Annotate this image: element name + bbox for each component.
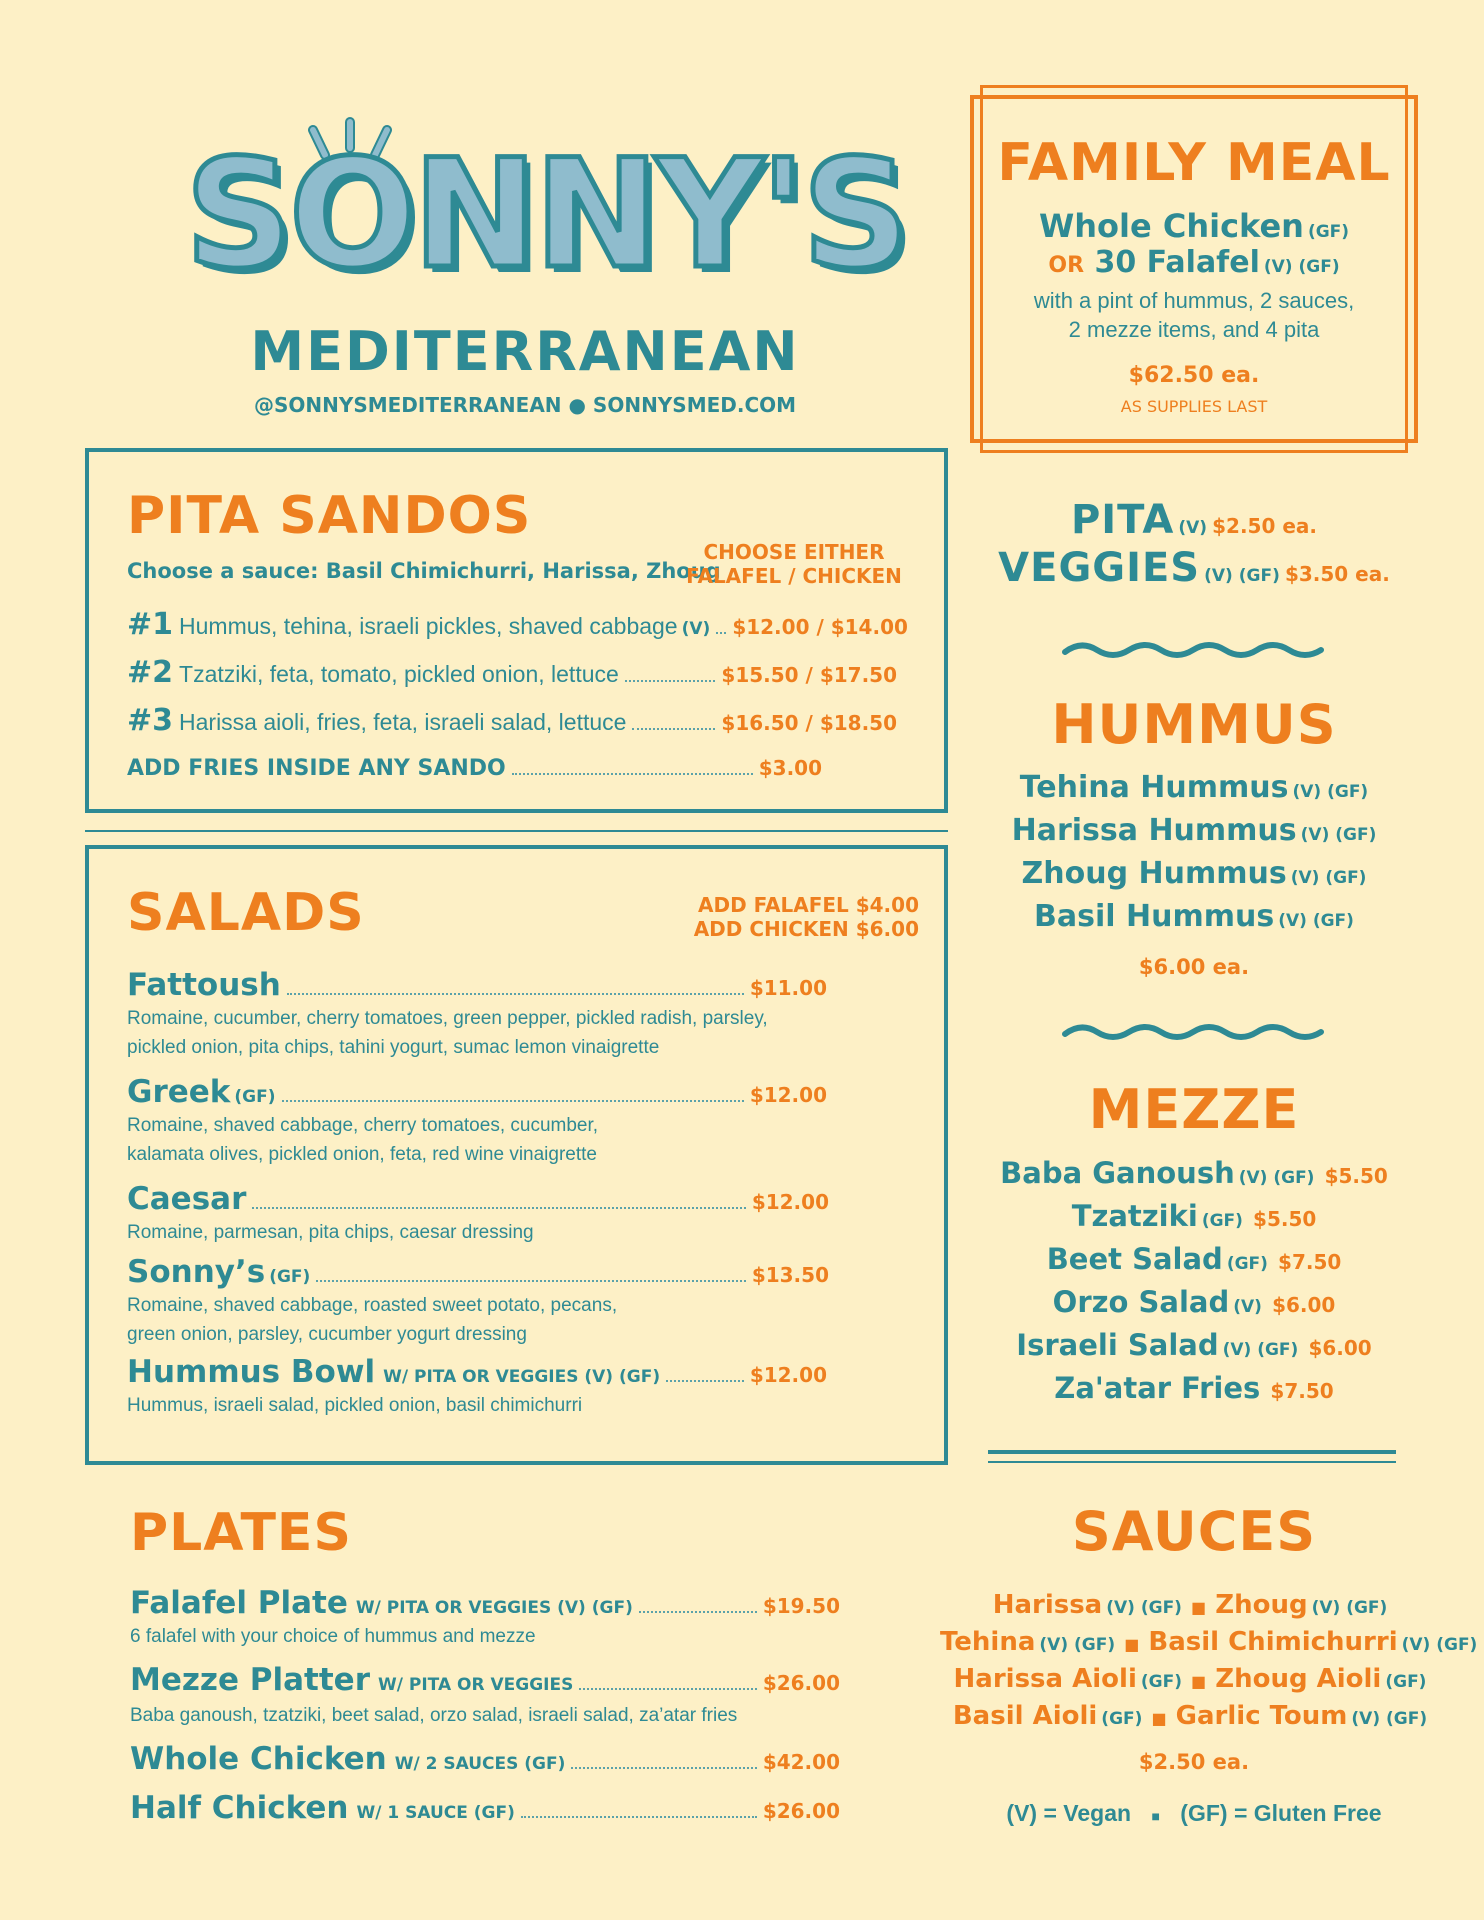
- hummus-item: [970, 813, 1418, 848]
- double-rule: [988, 1450, 1396, 1454]
- hummus-item: [970, 856, 1418, 891]
- salad-name: Fattoush: [127, 967, 281, 1003]
- sando-number: #2: [127, 655, 174, 690]
- sando-row-1: [127, 607, 908, 642]
- salad-price: $13.50: [751, 1263, 829, 1287]
- plate-tag: W/ PITA OR VEGGIES: [378, 1675, 574, 1695]
- sauce-name: Basil Chimichurri: [1148, 1627, 1398, 1657]
- mezze-name: Za'atar Fries: [1054, 1371, 1261, 1405]
- wave-divider: [1062, 638, 1324, 662]
- salad-desc: Romaine, parmesan, pita chips, caesar dressing: [127, 1222, 534, 1243]
- add-chicken: ADD CHICKEN $6.00: [693, 917, 919, 941]
- salad-price: $12.00: [749, 1083, 827, 1107]
- mezze-tag: (V): [1233, 1297, 1262, 1317]
- salad-item-sonnys: [127, 1254, 829, 1290]
- salad-name: Caesar: [127, 1181, 247, 1217]
- mezze-price: $5.50: [1253, 1207, 1317, 1231]
- brand-contact: [200, 393, 850, 417]
- add-falafel: ADD FALAFEL $4.00: [697, 893, 919, 917]
- hummus-name: Zhoug Hummus: [1021, 856, 1287, 891]
- salad-tag: W/ PITA OR VEGGIES (V) (GF): [383, 1367, 661, 1387]
- website-link[interactable]: SONNYSMED.COM: [592, 393, 797, 417]
- sando-ingredients: Harissa aioli, fries, feta, israeli salad, lettuce: [179, 709, 627, 735]
- sauce-tag: (GF): [1140, 1672, 1182, 1692]
- sando-number: #1: [127, 607, 174, 642]
- sauce-tag: (V) (GF): [1106, 1598, 1182, 1618]
- leader-dots: [252, 1207, 745, 1209]
- plate-name: Half Chicken: [130, 1790, 349, 1826]
- plate-name: Mezze Platter: [130, 1662, 370, 1698]
- leader-dots: [625, 680, 716, 682]
- mezze-item: [970, 1156, 1418, 1190]
- hummus-name: Harissa Hummus: [1011, 813, 1297, 848]
- hummus-tag: (V) (GF): [1278, 911, 1354, 931]
- sando-price: $12.00 / $14.00: [732, 615, 908, 639]
- add-fries-row: [127, 756, 822, 781]
- sauce-name: Harissa: [992, 1590, 1103, 1620]
- salad-item-caesar: [127, 1181, 829, 1217]
- salads-box: [85, 845, 948, 1465]
- salad-desc: Romaine, shaved cabbage, cherry tomatoes, cucumber,: [127, 1115, 599, 1136]
- mezze-price: $5.50: [1324, 1164, 1388, 1188]
- family-desc-1: with a pint of hummus, 2 sauces,: [1033, 288, 1355, 313]
- plate-tag: W/ 1 SAUCE (GF): [356, 1803, 515, 1823]
- plates-title: PLATES: [130, 1503, 352, 1563]
- salad-desc: pickled onion, pita chips, tahini yogurt, sumac lemon vinaigrette: [127, 1037, 660, 1058]
- hummus-price: $6.00 ea.: [1138, 955, 1250, 979]
- plate-desc: 6 falafel with your choice of hummus and mezze: [130, 1626, 536, 1647]
- hummus-tag: (V) (GF): [1292, 782, 1369, 802]
- mezze-name: Israeli Salad: [1016, 1328, 1219, 1362]
- sando-price: $16.50 / $18.50: [721, 711, 897, 735]
- mezze-price: $7.50: [1270, 1379, 1334, 1403]
- family-option-1-name: Whole Chicken: [1038, 207, 1304, 245]
- sauce-name: Zhoug: [1215, 1590, 1308, 1620]
- salad-desc: Hummus, israeli salad, pickled onion, basil chimichurri: [127, 1395, 583, 1416]
- sauce-tag: (V) (GF): [1311, 1598, 1388, 1618]
- leader-dots: [666, 1380, 744, 1382]
- mezze-item: [970, 1199, 1418, 1233]
- salad-desc: Romaine, cucumber, cherry tomatoes, green pepper, pickled radish, parsley,: [127, 1008, 768, 1029]
- leader-dots: [716, 632, 726, 634]
- square-bullet: ■: [1151, 1709, 1167, 1728]
- wave-divider: [1062, 1020, 1324, 1044]
- family-desc-2: 2 mezze items, and 4 pita: [1068, 317, 1320, 342]
- pita-sandos-box: [85, 448, 948, 813]
- choose-protein: FALAFEL / CHICKEN: [686, 564, 902, 588]
- salad-price: $12.00: [751, 1190, 829, 1214]
- square-bullet: ■: [1124, 1635, 1140, 1654]
- add-fries-label: ADD FRIES INSIDE ANY SANDO: [127, 756, 506, 781]
- leader-dots: [579, 1688, 756, 1690]
- salad-tag: (GF): [269, 1267, 311, 1287]
- mezze-tag: (GF): [1226, 1254, 1268, 1274]
- hummus-title: HUMMUS: [1051, 693, 1337, 756]
- pita-price: $2.50 ea.: [1212, 514, 1318, 538]
- sauce-row: [940, 1627, 1478, 1657]
- square-bullet: ■: [1191, 1672, 1207, 1691]
- sauce-row: [940, 1590, 1440, 1620]
- salad-tag: (GF): [234, 1087, 276, 1107]
- sauce-tag: (V) (GF): [1401, 1635, 1478, 1655]
- or-label: OR: [1048, 253, 1085, 278]
- legend-vegan: (V) = Vegan: [1006, 1800, 1132, 1826]
- mezze-item: [970, 1328, 1418, 1362]
- family-option-1: [970, 207, 1418, 245]
- family-option-2-tag: (V) (GF): [1263, 257, 1340, 277]
- mezze-item: [970, 1285, 1418, 1319]
- plate-name: Falafel Plate: [130, 1585, 348, 1621]
- hummus-tag: (V) (GF): [1290, 868, 1367, 888]
- sando-ingredients: Hummus, tehina, israeli pickles, shaved cabbage: [179, 613, 678, 639]
- hummus-tag: (V) (GF): [1300, 825, 1377, 845]
- plate-tag: W/ 2 SAUCES (GF): [394, 1754, 566, 1774]
- sauce-tag: (GF): [1101, 1709, 1143, 1729]
- family-option-1-tag: (GF): [1307, 222, 1350, 242]
- bullet: ●: [568, 393, 593, 417]
- choose-either: CHOOSE EITHER: [703, 540, 885, 564]
- square-bullet: ■: [1151, 1808, 1160, 1824]
- salad-name: Hummus Bowl: [127, 1354, 376, 1390]
- salads-title: SALADS: [127, 883, 365, 943]
- leader-dots: [287, 993, 744, 995]
- hummus-item: [970, 899, 1418, 934]
- sando-price: $15.50 / $17.50: [721, 663, 897, 687]
- plate-item-mezze-platter: [130, 1662, 840, 1698]
- square-bullet: ■: [1191, 1598, 1207, 1617]
- sauce-row: [940, 1664, 1440, 1694]
- add-fries-price: $3.00: [758, 756, 822, 780]
- diet-legend: [950, 1800, 1438, 1827]
- logo: [185, 110, 907, 320]
- plate-item-falafel: [130, 1585, 840, 1621]
- mezze-name: Baba Ganoush: [1000, 1156, 1235, 1190]
- mezze-name: Tzatziki: [1071, 1199, 1198, 1233]
- leader-dots: [316, 1280, 746, 1282]
- social-handle[interactable]: @SONNYSMEDITERRANEAN: [253, 393, 562, 417]
- sando-ingredients: Tzatziki, feta, tomato, pickled onion, lettuce: [179, 661, 619, 687]
- mezze-tag: (GF): [1201, 1211, 1243, 1231]
- legend-gluten-free: (GF) = Gluten Free: [1180, 1800, 1382, 1826]
- salad-item-hummus-bowl: [127, 1354, 827, 1390]
- family-meal-title: FAMILY MEAL: [997, 133, 1391, 193]
- sauce-tag: (GF): [1385, 1672, 1427, 1692]
- sauces-price: $2.50 ea.: [1138, 1750, 1250, 1774]
- family-meal-frame: [970, 85, 1418, 453]
- sando-number: #3: [127, 703, 174, 738]
- sauce-name: Harissa Aioli: [953, 1664, 1137, 1694]
- plate-price: $26.00: [762, 1799, 840, 1823]
- hummus-name: Tehina Hummus: [1019, 770, 1289, 805]
- family-option-2-name: 30 Falafel: [1094, 245, 1260, 280]
- sauce-tag: (V) (GF): [1351, 1709, 1428, 1729]
- sauce-name: Garlic Toum: [1175, 1701, 1348, 1731]
- sando-row-3: [127, 703, 897, 738]
- mezze-name: Orzo Salad: [1052, 1285, 1230, 1319]
- family-price: $62.50 ea.: [1128, 363, 1260, 388]
- salad-name: Greek: [127, 1074, 231, 1110]
- sauce-name: Zhoug Aioli: [1215, 1664, 1382, 1694]
- salad-desc: kalamata olives, pickled onion, feta, red wine vinaigrette: [127, 1144, 597, 1165]
- leader-dots: [282, 1100, 744, 1102]
- mezze-tag: (V) (GF): [1238, 1168, 1315, 1188]
- veggies-price: $3.50 ea.: [1284, 562, 1390, 586]
- leader-dots: [512, 773, 753, 775]
- family-note: AS SUPPLIES LAST: [1120, 397, 1268, 416]
- leader-dots: [571, 1767, 756, 1769]
- salad-item-greek: [127, 1074, 827, 1110]
- plate-item-whole-chicken: [130, 1741, 840, 1777]
- mezze-name: Beet Salad: [1046, 1242, 1223, 1276]
- sauce-name: Basil Aioli: [952, 1701, 1098, 1731]
- salad-item-fattoush: [127, 967, 827, 1003]
- veggies-tag: (V) (GF): [1204, 566, 1280, 586]
- plate-desc: Baba ganoush, tzatziki, beet salad, orzo salad, israeli salad, za’atar fries: [130, 1705, 738, 1726]
- pita-tag: (V): [1178, 518, 1208, 538]
- salad-desc: green onion, parsley, cucumber yogurt dressing: [127, 1324, 527, 1345]
- mezze-item: [970, 1371, 1418, 1405]
- double-rule: [988, 1461, 1396, 1463]
- plate-tag: W/ PITA OR VEGGIES (V) (GF): [355, 1598, 633, 1618]
- section-divider: [85, 830, 948, 832]
- mezze-item: [970, 1242, 1418, 1276]
- brand-subtitle: MEDITERRANEAN: [250, 320, 800, 383]
- plate-item-half-chicken: [130, 1790, 840, 1826]
- pita-sandos-title: PITA SANDOS: [127, 486, 532, 546]
- logo-wordmark: SONNY'S: [185, 128, 907, 302]
- sauce-tag: (V) (GF): [1039, 1635, 1116, 1655]
- veggies-line: [970, 545, 1418, 591]
- sauces-title: SAUCES: [1071, 1500, 1317, 1563]
- salad-price: $11.00: [749, 976, 827, 1000]
- plate-price: $19.50: [762, 1594, 840, 1618]
- mezze-tag: (V) (GF): [1222, 1340, 1299, 1360]
- family-option-2: [970, 245, 1418, 280]
- salad-price: $12.00: [749, 1363, 827, 1387]
- pita-line: [970, 497, 1418, 543]
- sando-row-2: [127, 655, 897, 690]
- leader-dots: [639, 1611, 757, 1613]
- hummus-item: [970, 770, 1418, 805]
- sauce-row: [940, 1701, 1440, 1731]
- salad-name: Sonny’s: [127, 1254, 266, 1290]
- pita-label: PITA: [1070, 497, 1175, 543]
- hummus-name: Basil Hummus: [1034, 899, 1275, 934]
- sauce-choice: Choose a sauce: Basil Chimichurri, Harissa, Zhoug: [127, 559, 721, 583]
- mezze-price: $7.50: [1278, 1250, 1342, 1274]
- sauce-name: Tehina: [940, 1627, 1036, 1657]
- plate-name: Whole Chicken: [130, 1741, 387, 1777]
- mezze-price: $6.00: [1308, 1336, 1372, 1360]
- plate-price: $26.00: [762, 1671, 840, 1695]
- mezze-title: MEZZE: [1088, 1078, 1300, 1141]
- veggies-label: VEGGIES: [998, 545, 1201, 591]
- salad-desc: Romaine, shaved cabbage, roasted sweet potato, pecans,: [127, 1295, 618, 1316]
- sando-tag: (V): [681, 619, 711, 639]
- leader-dots: [521, 1816, 757, 1818]
- mezze-price: $6.00: [1272, 1293, 1336, 1317]
- plate-price: $42.00: [762, 1750, 840, 1774]
- leader-dots: [632, 728, 715, 730]
